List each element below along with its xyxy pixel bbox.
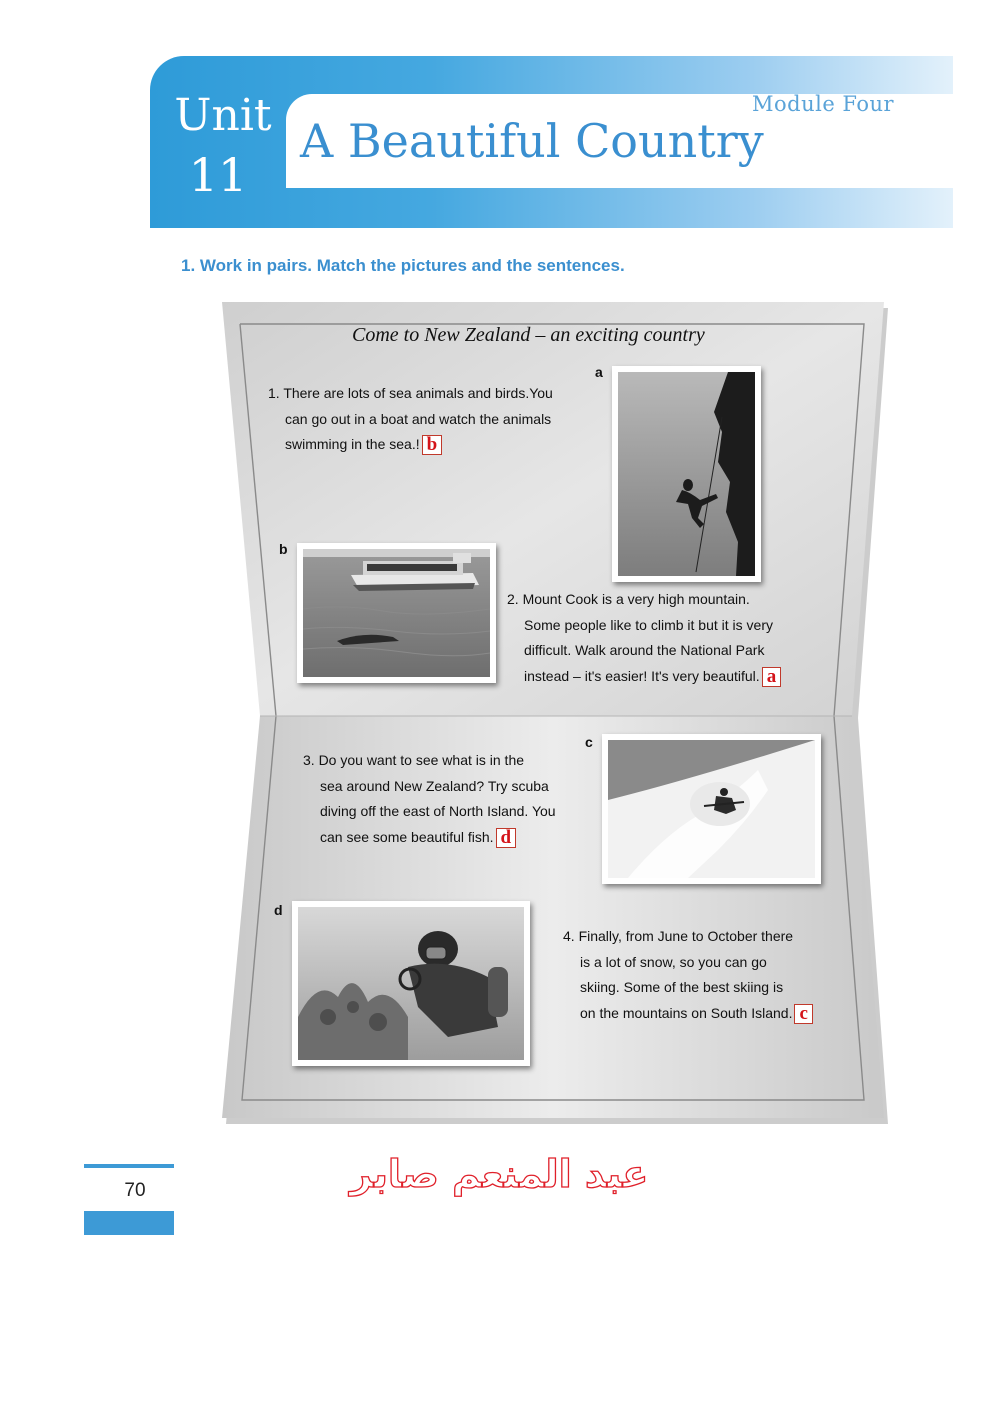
sentence-line: difficult. Walk around the National Park [524,642,765,658]
photo-whale-boat [297,543,496,683]
sentence-3 [303,748,556,850]
sentence-2 [507,587,781,689]
sentence-line: 4. Finally, from June to October there [563,928,794,944]
sentence-1 [268,381,553,458]
sentence-line: Some people like to climb it but it is very [524,616,773,633]
answer-box[interactable]: c [794,1004,812,1024]
picture-label-a: a [595,364,603,380]
unit-title: A Beautiful Country [300,114,764,168]
climber-image [618,372,755,576]
scuba-diver-image [298,907,524,1060]
author-signature: عبد المنعم صابر [350,1152,649,1196]
sentence-line: swimming in the sea.! [285,436,420,452]
sentence-line: is a lot of snow, so you can go [580,953,767,970]
sentence-line: can go out in a boat and watch the animals [285,410,552,427]
sentence-line: instead – it's easier! It's very beautiful. [524,667,760,684]
leaflet-title: Come to New Zealand – an exciting country [352,324,705,346]
module-label: Module Four [752,92,895,116]
sentence-line: can see some beautiful fish. [320,828,494,845]
picture-label-b: b [279,541,288,557]
picture-label-d: d [274,902,283,918]
whale-boat-image [303,549,490,677]
sentence-line: skiing. Some of the best skiing is [580,979,784,995]
skier-image [608,740,815,878]
photo-skier [602,734,821,884]
answer-box[interactable]: a [762,667,782,687]
sentence-4 [563,924,813,1026]
sentence-line: sea around New Zealand? Try scuba [320,777,549,794]
photo-scuba-diver [292,901,530,1066]
answer-box[interactable]: d [496,828,517,848]
picture-label-c: c [585,734,593,750]
unit-number: 11 [188,148,248,202]
page-number-bar-bottom [84,1211,174,1235]
answer-box[interactable]: b [422,435,443,455]
photo-climber [612,366,761,582]
sentence-line: 2. Mount Cook is a very high mountain. [507,591,750,607]
sentence-line: 1. There are lots of sea animals and birds.You [268,385,553,401]
sentence-line: 3. Do you want to see what is in the [303,752,525,768]
page-number-bar-top [84,1164,174,1168]
sentence-line: on the mountains on South Island. [580,1004,793,1021]
unit-label: Unit [174,90,272,141]
sentence-line: diving off the east of North Island. You [320,803,556,819]
page-number: 70 [124,1180,146,1201]
exercise-instruction: 1. Work in pairs. Match the pictures and the sentences. [181,256,625,275]
